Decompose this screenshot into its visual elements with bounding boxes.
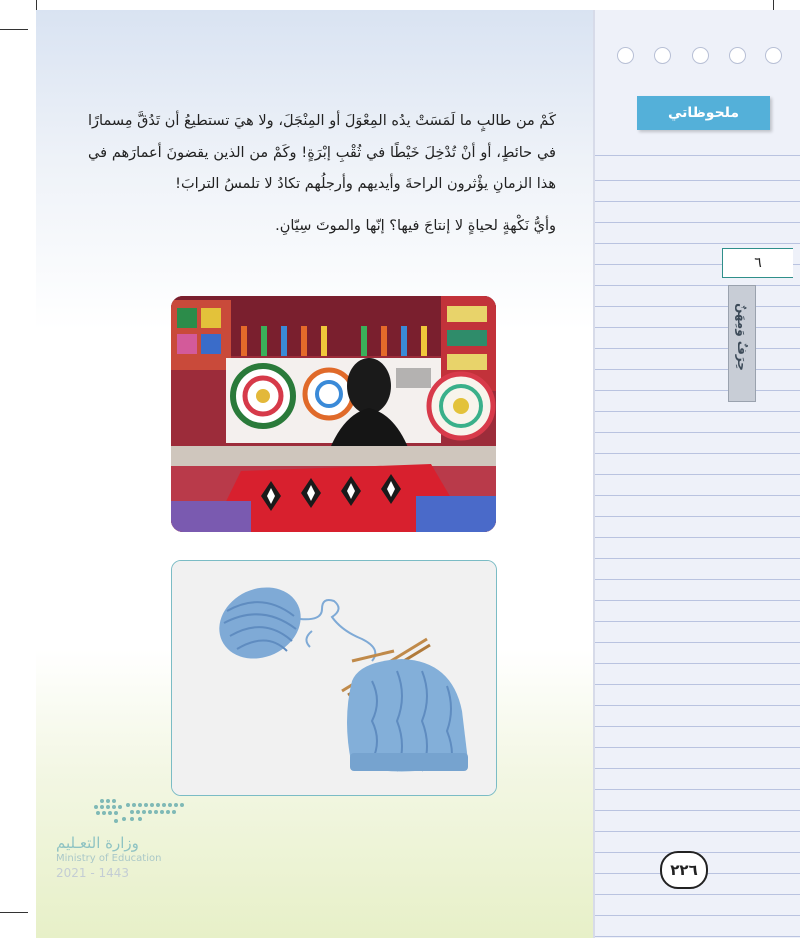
knitted-hat-illustration bbox=[172, 561, 496, 795]
page-number: ٢٢٦ bbox=[660, 851, 708, 889]
ministry-name-english: Ministry of Education bbox=[56, 853, 162, 864]
edition-year: 2021 - 1443 bbox=[56, 866, 130, 880]
ministry-name-arabic: وزارة التعـليم bbox=[56, 834, 139, 852]
binder-hole-icon bbox=[692, 47, 709, 64]
crop-mark bbox=[0, 912, 28, 913]
binder-hole-icon bbox=[654, 47, 671, 64]
paragraph-1: كَمْ من طالبٍ ما لَمَسَتْ يدُه المِعْوَلَ أو المِنْجَلَ، ولا هيَ تستطيعُ أن تَدُقَّ مِسمارًا في حائطٍ، أو أنْ تُدْخِلَ خَيْطًا في ثُقْبِ إبْرَةٍ! وكَمْ من الذين يقضونَ أعمارَهم في هذا الزمانِ يؤْثرون الراحةَ وأيديهم وأرجلُهم تكادُ لا تلمسُ الترابَ! bbox=[88, 113, 556, 192]
unit-title-tab bbox=[728, 285, 756, 402]
body-text bbox=[88, 106, 556, 242]
crop-mark bbox=[0, 29, 28, 30]
weaving-illustration bbox=[171, 296, 496, 532]
knitting-photo bbox=[171, 560, 497, 796]
unit-number: ٦ bbox=[722, 248, 793, 278]
unit-title: حِرَفٌ وَمِهَنٌ bbox=[735, 303, 749, 371]
binder-hole-icon bbox=[617, 47, 634, 64]
crop-mark bbox=[36, 0, 37, 10]
weaving-photo bbox=[171, 296, 496, 532]
binder-hole-icon bbox=[729, 47, 746, 64]
binder-hole-icon bbox=[765, 47, 782, 64]
crop-mark bbox=[773, 0, 774, 10]
sidebar-divider bbox=[593, 10, 595, 938]
my-notes-label: ملحوظاتي bbox=[637, 96, 770, 130]
paragraph-2: وأيُّ نَكْهةٍ لحياةٍ لا إنتاجَ فيها؟ إنّها والموتَ سِيّانِ. bbox=[275, 217, 556, 234]
